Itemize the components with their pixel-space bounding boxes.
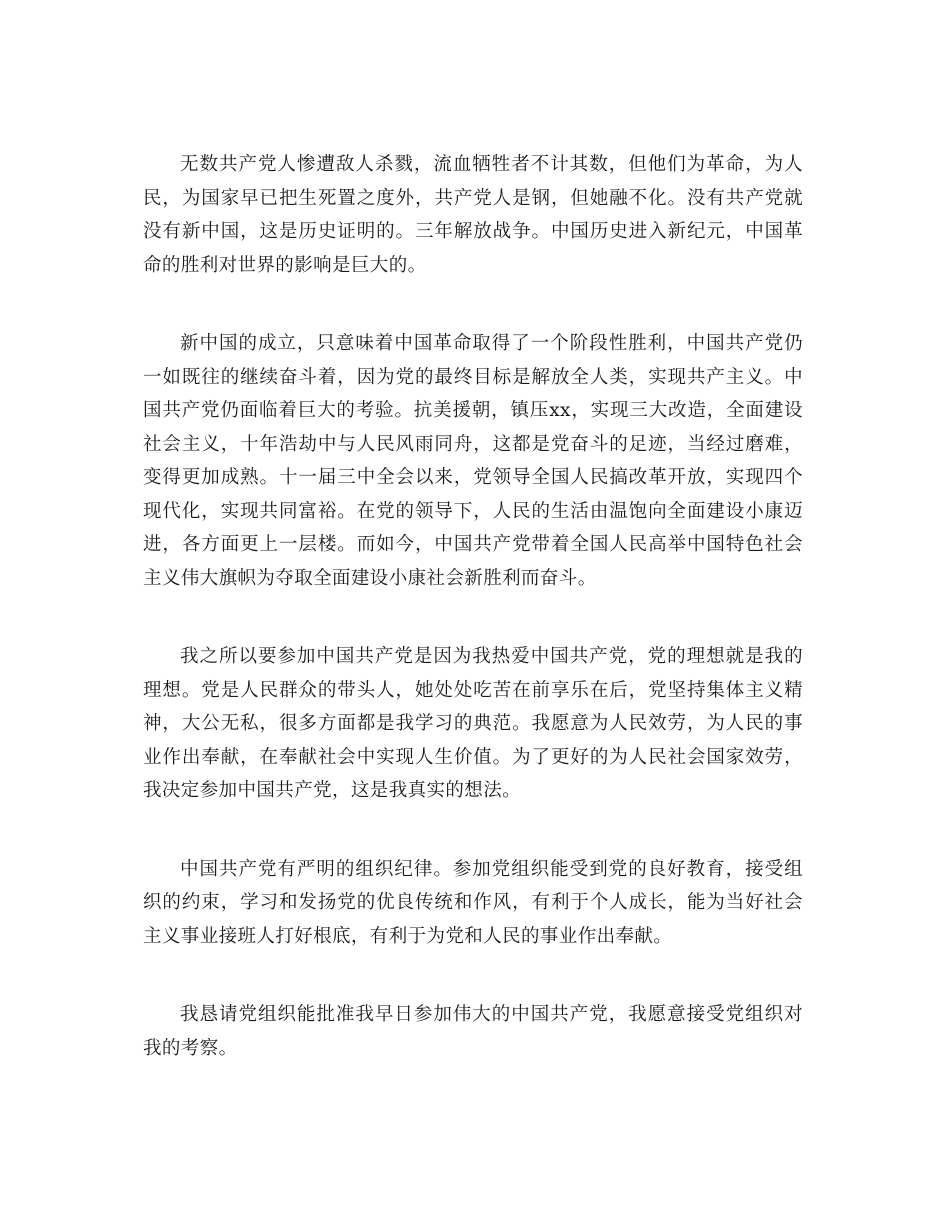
paragraph-2: 新中国的成立，只意味着中国革命取得了一个阶段性胜利，中国共产党仍一如既往的继续奋斗着，因为党的最终目标是解放全人类，实现共产主义。中国共产党仍面临着巨大的考验。抗美援朝，镇压xx，实现三大改造，全面建设社会主义，十年浩劫中与人民风雨同舟，这都是党奋斗的足迹，当经过磨难，变得更加成熟。十一届三中全会以来，党领导全国人民搞改革开放，实现四个现代化，实现共同富裕。在党的领导下，人民的生活由温饱向全面建设小康迈进，各方面更上一层楼。而如今，中国共产党带着全国人民高举中国特色社会主义伟大旗帜为夺取全面建设小康社会新胜利而奋斗。 (143, 333, 803, 589)
paragraph-1: 无数共产党人惨遭敌人杀戮，流血牺牲者不计其数，但他们为革命，为人民，为国家早已把生死置之度外，共产党人是钢，但她融不化。没有共产党就没有新中国，这是历史证明的。三年解放战争。中国历史进入新纪元，中国革命的胜利对世界的影响是巨大的。 (143, 154, 803, 276)
paragraph-4: 中国共产党有严明的组织纪律。参加党组织能受到党的良好教育，接受组织的约束，学习和发扬党的优良传统和作风，有利于个人成长，能为当好社会主义事业接班人打好根底，有利于为党和人民的事业作出奉献。 (143, 858, 803, 947)
paragraph-3: 我之所以要参加中国共产党是因为我热爱中国共产党，党的理想就是我的理想。党是人民群众的带头人，她处处吃苦在前享乐在后，党坚持集体主义精神，大公无私，很多方面都是我学习的典范。我愿意为人民效劳，为人民的事业作出奉献，在奉献社会中实现人生价值。为了更好的为人民社会国家效劳，我决定参加中国共产党，这是我真实的想法。 (143, 646, 803, 801)
paragraph-5: 我恳请党组织能批准我早日参加伟大的中国共产党，我愿意接受党组织对我的考察。 (143, 1004, 803, 1059)
document-body (143, 148, 803, 1065)
